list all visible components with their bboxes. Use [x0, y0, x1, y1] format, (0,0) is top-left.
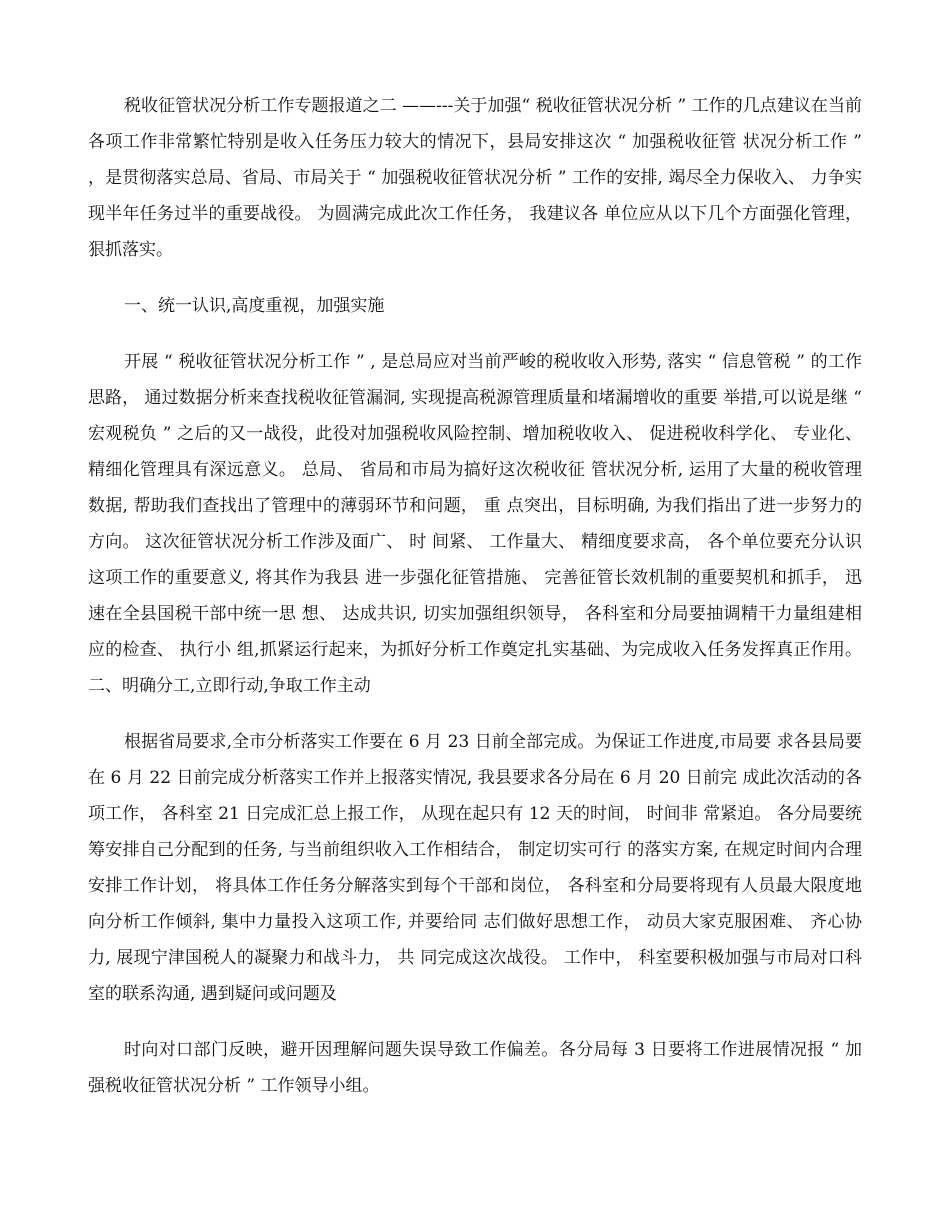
section-heading-1: 一、统一认识,高度重视，加强实施: [124, 296, 385, 316]
document-page: [88, 88, 862, 1124]
section-2-paragraph: 根据省局要求,全市分析落实工作要在 6 月 23 日前全部完成。为保证工作进度,市局要 求各县局要在 6 月 22 日前完成分析落实工作并上报落实情况, 我县要求各分局在 6 月 20 日前完 成此次活动的各项工作， 各科室 21 日完成汇总上报工作， 从现在起只有 12 天的时间， 时间非 常紧迫。 各分局要统筹安排自己分配到的任务, 与当前组织收入工作相结合， 制定切实可行 的落实方案, 在规定时间内合理安排工作计划， 将具体工作任务分解落实到每个干部和岗位， 各科室和分局要将现有人员最大限度地向分析工作倾斜, 集中力量投入这项工作, 并要给同 志们做好思想工作， 动员大家克服困难、 齐心协力, 展现宁津国税人的凝聚力和战斗力， 共 同完成这次战役。 工作中， 科室要积极加强与市局对口科室的联系沟通, 遇到疑问或问题及: [88, 732, 862, 1004]
intro-paragraph: 税收征管状况分析工作专题报道之二 ——---关于加强“ 税收征管状况分析 ” 工作的几点建议在当前各项工作非常繁忙特别是收入任务压力较大的情况下，县局安排这次 “ 加强税收征管 状况分析工作 ” ，是贯彻落实总局、省局、市局关于 “ 加强税收征管状况分析 ” 工作的安排, 竭尽全力保收入、 力争实现半年任务过半的重要战役。 为圆满完成此次工作任务， 我建议各 单位应从以下几个方面强化管理，狠抓落实。: [88, 96, 862, 260]
section-3-paragraph: 时向对口部门反映，避开因理解问题失误导致工作偏差。各分局每 3 日要将工作进展情况报 “ 加强税收征管状况分析 ” 工作领导小组。: [88, 1040, 862, 1096]
section-1-paragraph: 开展 “ 税收征管状况分析工作 ” , 是总局应对当前严峻的税收收入形势, 落实 “ 信息管税 ” 的工作思路， 通过数据分析来查找税收征管漏洞, 实现提高税源管理质量和堵漏增收的重要 举措,可以说是继 “ 宏观税负 ” 之后的又一战役，此役对加强税收风险控制、增加税收收入、 促进税收科学化、 专业化、 精细化管理具有深远意义。 总局、 省局和市局为搞好这次税收征 管状况分析, 运用了大量的税收管理数据, 帮助我们查找出了管理中的薄弱环节和问题， 重 点突出，目标明确, 为我们指出了进一步努力的方向。 这次征管状况分析工作涉及面广、 时 间紧、 工作量大、 精细度要求高， 各个单位要充分认识这项工作的重要意义, 将其作为我县 进一步强化征管措施、 完善征管长效机制的重要契机和抓手， 迅速在全县国税干部中统一思 想、 达成共识, 切实加强组织领导， 各科室和分局要抽调精干力量组建相应的检查、 执行小 组,抓紧运行起来，为抓好分析工作奠定扎实基础、为完成收入任务发挥真正作用。 二、明确分工,立即行动,争取工作主动: [88, 352, 862, 696]
